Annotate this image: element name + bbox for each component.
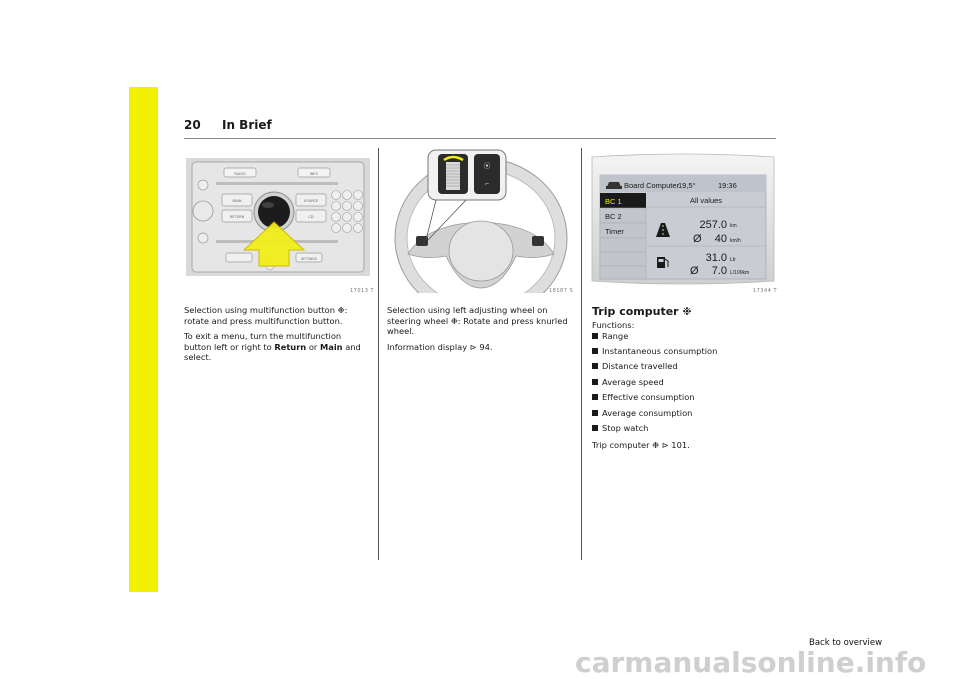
page-title: In Brief	[222, 118, 272, 132]
avg-speed-unit: km/h	[730, 238, 741, 244]
list-item: Instantaneous consumption	[592, 346, 717, 357]
avg-consumption-symbol: Ø	[690, 265, 699, 277]
list-item: Average speed	[592, 377, 717, 388]
watermark: carmanualsonline.info	[575, 646, 927, 679]
consumption-unit: Ltr	[730, 257, 736, 263]
list-item: Effective consumption	[592, 392, 717, 403]
radio-label-info: INFO	[309, 172, 319, 176]
consumption-value: 31.0	[705, 252, 727, 264]
radio-label-radio: RADIO	[234, 172, 246, 176]
column2-para1: Selection using left adjusting wheel on steering wheel ❉: Rotate and press knurled wheel.	[387, 305, 568, 337]
header-rule	[184, 138, 776, 139]
functions-label: Functions:	[592, 320, 635, 330]
radio-label-source: SOURCE	[303, 199, 319, 203]
avg-speed-symbol: Ø	[693, 233, 702, 245]
trip-computer-reference[interactable]: Trip computer ❉ ⊳ 101.	[592, 439, 690, 450]
display-temperature: 19,5°	[678, 181, 696, 190]
page-number: 20	[184, 118, 201, 132]
radio-label-return: RETURN	[229, 215, 245, 219]
display-header-title: Board Computer	[624, 181, 680, 190]
board-computer-display-figure	[590, 153, 776, 285]
column1-text	[184, 305, 370, 368]
figure-ref-2: 18187 S	[549, 288, 574, 294]
return-keyword: Return	[274, 341, 307, 352]
column2-para2[interactable]: Information display ⊳ 94.	[387, 341, 493, 352]
avg-consumption-value: 7.0	[711, 265, 727, 277]
svg-text:⌐: ⌐	[484, 181, 490, 188]
radio-label-cd: CD	[308, 215, 314, 219]
steering-wheel-figure	[386, 148, 576, 293]
svg-text:⦿: ⦿	[483, 162, 491, 170]
radio-label-main: MAIN	[232, 199, 242, 203]
display-time: 19:36	[718, 181, 737, 190]
menu-item-timer: Timer	[605, 227, 624, 236]
trip-computer-block	[592, 320, 717, 450]
range-unit: km	[730, 223, 737, 229]
figure-ref-1: 17013 T	[350, 288, 375, 294]
menu-item-bc1: BC 1	[605, 197, 622, 206]
functions-list	[592, 331, 717, 434]
trip-computer-heading: Trip computer ❉	[592, 305, 692, 318]
list-item: Distance travelled	[592, 361, 717, 372]
main-keyword: Main	[319, 341, 343, 352]
back-to-overview-link[interactable]: Back to overview	[809, 638, 883, 648]
avg-speed-value: 40	[714, 233, 727, 245]
column1-para1: Selection using multifunction button ❉: rotate and press multifunction button.	[184, 305, 348, 326]
avg-consumption-unit: L/100km	[730, 270, 750, 276]
panel-title: All values	[689, 196, 723, 205]
column-divider-2	[581, 148, 582, 560]
list-item: Range	[592, 331, 717, 342]
menu-item-bc2: BC 2	[605, 212, 622, 221]
chapter-tab-bar	[129, 87, 158, 592]
figure-ref-3: 17344 T	[753, 288, 778, 294]
column-divider-1	[378, 148, 379, 560]
range-value: 257.0	[699, 219, 727, 231]
list-item: Stop watch	[592, 423, 717, 434]
radio-panel-figure	[186, 158, 370, 276]
column2-text	[387, 305, 577, 357]
column1-para2: To exit a menu, turn the multifunction button left or right to Return or Main and select.	[184, 331, 361, 363]
list-item: Average consumption	[592, 408, 717, 419]
radio-label-settings: SETTINGS	[301, 257, 317, 261]
